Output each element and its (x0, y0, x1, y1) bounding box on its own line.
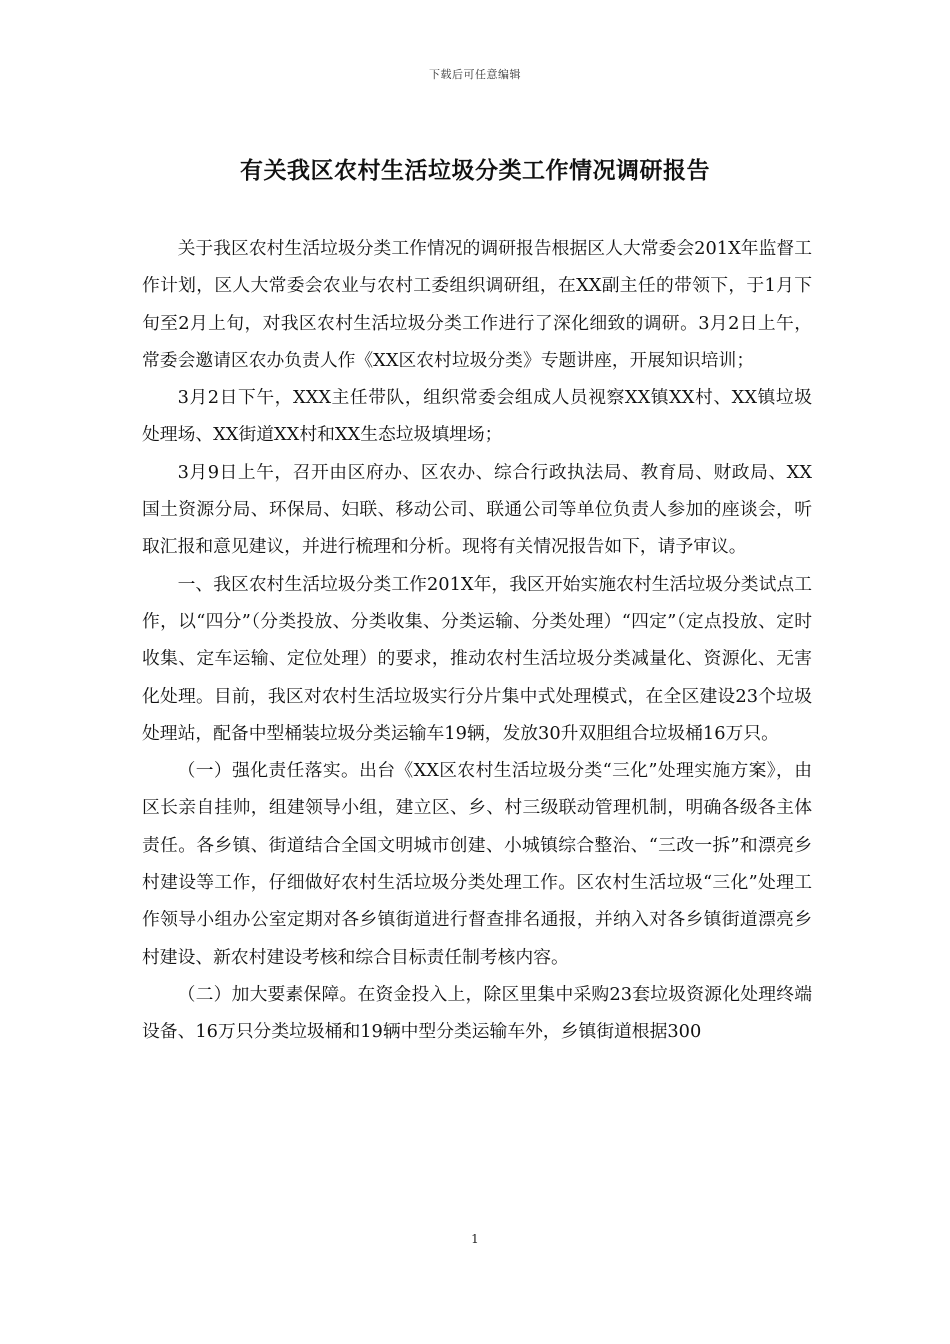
document-body (142, 230, 812, 1051)
paragraph: （一）强化责任落实。出台《XX区农村生活垃圾分类“三化”处理实施方案》，由区长亲自挂帅，组建领导小组，建立区、乡、村三级联动管理机制，明确各级各主体责任。各乡镇、街道结合全国文明城市创建、小城镇综合整治、“三改一拆”和漂亮乡村建设等工作，仔细做好农村生活垃圾分类处理工作。区农村生活垃圾“三化”处理工作领导小组办公室定期对各乡镇街道进行督查排名通报，并纳入对各乡镇街道漂亮乡村建设、新农村建设考核和综合目标责任制考核内容。 (142, 760, 812, 968)
document-title: 有关我区农村生活垃圾分类工作情况调研报告 (240, 158, 710, 184)
paragraph: 关于我区农村生活垃圾分类工作情况的调研报告根据区人大常委会201X年监督工作计划，区人大常委会农业与农村工委组织调研组，在XX副主任的带领下，于1月下旬至2月上旬，对我区农村生活垃圾分类工作进行了深化细致的调研。3月2日上午，常委会邀请区农办负责人作《XX区农村垃圾分类》专题讲座，开展知识培训； (142, 238, 812, 371)
paragraph: 3月9日上午，召开由区府办、区农办、综合行政执法局、教育局、财政局、XX国土资源分局、环保局、妇联、移动公司、联通公司等单位负责人参加的座谈会，听取汇报和意见建议，并进行梳理和分析。现将有关情况报告如下，请予审议。 (142, 461, 812, 558)
page-number: 1 (471, 1232, 479, 1246)
paragraph: 一、我区农村生活垃圾分类工作201X年，我区开始实施农村生活垃圾分类试点工作，以“四分”（分类投放、分类收集、分类运输、分类处理）“四定”（定点投放、定时收集、定车运输、定位处理）的要求，推动农村生活垃圾分类减量化、资源化、无害化处理。目前，我区对农村生活垃圾实行分片集中式处理模式，在全区建设23个垃圾处理站，配备中型桶装垃圾分类运输车19辆，发放30升双胆组合垃圾桶16万只。 (142, 573, 812, 744)
header-note: 下载后可任意编辑 (429, 68, 521, 81)
paragraph: （二）加大要素保障。在资金投入上，除区里集中采购23套垃圾资源化处理终端设备、16万只分类垃圾桶和19辆中型分类运输车外，乡镇街道根据300 (142, 983, 812, 1043)
paragraph: 3月2日下午，XXX主任带队，组织常委会组成人员视察XX镇XX村、XX镇垃圾处理场、XX街道XX村和XX生态垃圾填埋场； (142, 387, 812, 446)
